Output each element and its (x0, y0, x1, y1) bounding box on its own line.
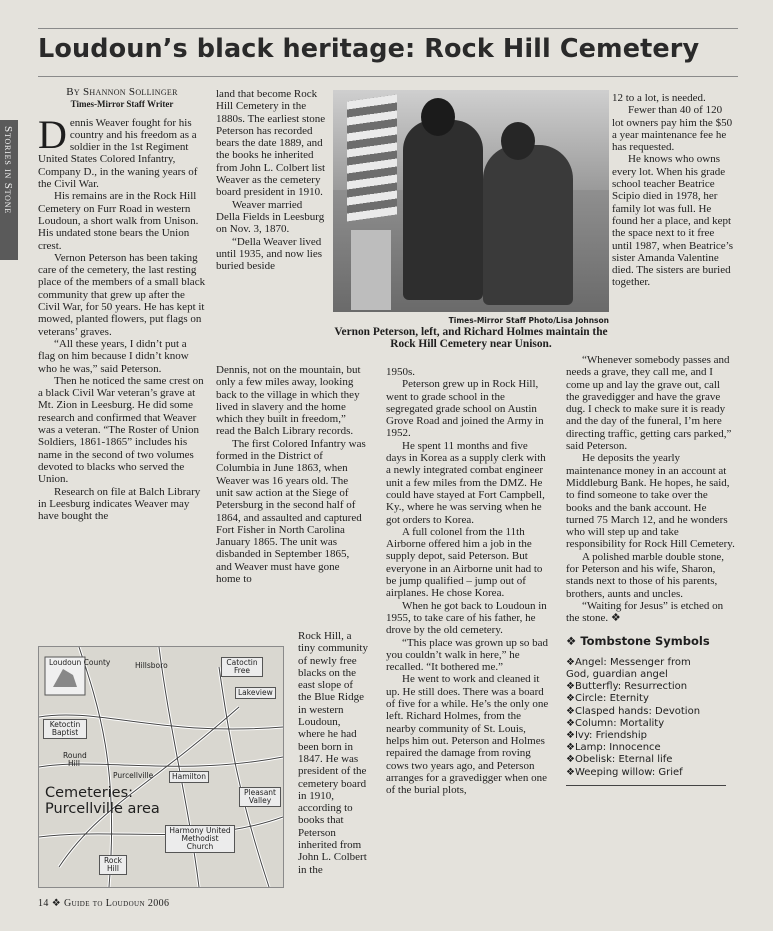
tombstone-symbol-item: ❖Ivy: Friendship (566, 730, 647, 742)
paragraph: The first Colored Infantry was formed in the District of Columbia in June 1863, when Weaver was 16 years old. The unit saw action at the Siege of Petersburg in the second half of 1864, and assaulted and captured Fort Fisher in North Carolina January 1865. The unit was disbanded in September 1865, and Weaver must have gone home to (216, 437, 366, 586)
tombstone-symbol-item: ❖Obelisk: Eternal life (566, 754, 673, 766)
tombstone-symbol-item: God, guardian angel (566, 669, 668, 681)
map-label-loudoun-county: Loudoun County (49, 658, 111, 667)
person-head (421, 98, 455, 136)
map-label-lakeview: Lakeview (235, 687, 276, 699)
map-label-rock-hill: Rock Hill (99, 855, 127, 875)
paragraph (38, 111, 206, 191)
section-side-tab (0, 120, 18, 260)
paragraph: “Waiting for Jesus” is etched on the stone. ❖ (566, 599, 724, 625)
tombstone-rule (566, 785, 726, 786)
column-3 (386, 366, 550, 796)
paragraph: He knows who owns every lot. When his grade school teacher Beatrice Scipio died in 1978, her family lot was full. He found her a place, and kept the space next to it free until 1987, when Beatrice’s sister Amanda Valentine died. The sisters are buried together. (612, 153, 733, 289)
byline (38, 86, 206, 111)
tombstone-symbols-list (566, 657, 736, 779)
top-rule (38, 28, 738, 29)
column-2-upper (216, 88, 328, 272)
paragraph: 12 to a lot, is needed. (612, 92, 706, 104)
paragraph: Vernon Peterson has been taking care of the cemetery, the last resting place of the members of a small black community that grew up after the Civil War, for 50 years. He has kept it mowed, planted flowers, put flags on veterans’ graves. (38, 251, 206, 338)
column-4-lower (566, 354, 736, 786)
map-title-line-1: Cemeteries: (45, 785, 134, 801)
author-role: Times-Mirror Staff Writer (70, 99, 174, 110)
column-4-upper (612, 92, 734, 289)
tombstone-shape (351, 230, 391, 310)
paragraph: Dennis, not on the mountain, but only a few miles away, looking back to the village in which they lived in slavery and the home which they built in freedom,” read the Balch Library records. (216, 364, 361, 438)
paragraph: He deposits the yearly maintenance money in an account at Middleburg Bank. He hopes, he said, to find someone to take over the books and the bank account. He turned 75 March 12, and he wonders who will step up and take responsibility for Rock Hill Cemetery. (566, 452, 735, 551)
map-title (45, 785, 160, 817)
paragraph: A full colonel from the 11th Airborne offered him a job in the supply depot, said Peterson. But everyone in an Airborne unit had to be jump qualified – jump out of airplanes. He chose Korea. (386, 525, 543, 600)
side-tab-label: Stories in Stone (2, 126, 14, 215)
paragraph: “Whenever somebody passes and needs a grave, they call me, and I come up and lay the grave out, call the gravedigger and have the grave dug. I check to make sure it is ready and the day of the funeral, I’m here directing traffic, getting cars parked,” said Peterson. (566, 354, 732, 453)
paragraph: A polished marble double stone, for Peterson and his wife, Sharon, stands next to those of his parents, brothers, aunts and uncles. (566, 550, 725, 600)
author-name: By Shannon Sollinger (66, 86, 178, 98)
drop-cap: D (38, 111, 67, 157)
column-2-beside-map (298, 630, 368, 876)
tombstone-symbols-heading: ❖ Tombstone Symbols (566, 633, 710, 648)
map-label-harmony-church: Harmony United Methodist Church (165, 825, 235, 853)
map-title-line-2: Purcellville area (45, 801, 160, 817)
paragraph: Fewer than 40 of 120 lot owners pay him the $50 a year maintenance fee he has requested. (612, 104, 733, 154)
page-footer: 14 ❖ Guide to Loudoun 2006 (38, 898, 170, 909)
tombstone-symbol-item: ❖Butterfly: Resurrection (566, 681, 688, 693)
paragraph: When he got back to Loudoun in 1955, to take care of his father, he drove by the old cemetery. (386, 599, 547, 637)
paragraph: He went to work and cleaned it up. He still does. There was a board of five for a while. He’s the only one left. Richard Holmes, from the nearby community of St. Louis, helps him out. Peterson and Holmes repaired the damage from roving cows two years ago, and Peterson arranges for a gravedigger when one of the burial plots, (386, 673, 549, 797)
map-label-ketoctin-baptist: Ketoctin Baptist (43, 719, 87, 739)
person-vernon-peterson (403, 120, 483, 300)
cemetery-photo (333, 90, 609, 312)
tombstone-symbol-item: ❖Angel: Messenger from (566, 656, 691, 668)
paragraph: 1950s. (386, 366, 416, 378)
map-label-pleasant-valley: Pleasant Valley (239, 787, 281, 807)
paragraph-text: ennis Weaver fought for his country and his freedom as a soldier in the 1st Regiment United States Colored Infantry, Company D., in the waning years of the Civil War. (38, 116, 198, 191)
photo-credit: Times-Mirror Staff Photo/Lisa Johnson (448, 316, 609, 325)
tombstone-symbol-item: ❖Clasped hands: Devotion (566, 705, 701, 717)
column-1 (38, 86, 206, 522)
paragraph: “This place was grown up so bad you couldn’t walk in here,” he recalled. “It bothered me.” (386, 636, 549, 674)
paragraph: Weaver married Della Fields in Leesburg on Nov. 3, 1870. (216, 198, 325, 236)
paragraph: He spent 11 months and five days in Korea as a supply clerk with a newly integrated combat engineer unit a few miles from the DMZ. He could have stayed at Fort Campbell, Ky., where he was serving when he got orders to Korea. (386, 439, 546, 526)
person-head (501, 122, 535, 160)
paragraph: Rock Hill, a tiny community of newly free blacks on the east slope of the Blue Ridge in western Loudoun, where he had been born in 1847. He was president of the cemetery board in 1910, according to books that Peterson inherited from John L. Colbert in the (298, 630, 368, 876)
map-label-purcellville: Purcellville (113, 771, 154, 780)
paragraph: “Della Weaver lived until 1935, and now lies buried beside (216, 235, 323, 273)
paragraph: land that become Rock Hill Cemetery in the 1880s. The earliest stone Peterson has recorded bears the date 1889, and the books he inherited from John L. Colbert list Weaver as the cemetery board president in 1910. (216, 88, 326, 199)
paragraph: Then he noticed the same crest on a black Civil War veteran’s grave at Mt. Zion in Leesburg. He did some research and confirmed that Weaver was a veteran. “The Roster of Union Soldiers, 1861-1865” includes his name in the second of two volumes devoted to blacks who served the Union. (38, 374, 204, 486)
paragraph: Research on file at Balch Library in Leesburg indicates Weaver may have bought the (38, 485, 201, 523)
tombstone-symbol-item: ❖Circle: Eternity (566, 693, 649, 705)
person-richard-holmes (483, 145, 573, 305)
paragraph: Peterson grew up in Rock Hill, went to grade school in the segregated grade school on Austin Grove Road and joined the Army in 1952. (386, 378, 544, 440)
purcellville-cemeteries-map (38, 646, 284, 888)
paragraph: His remains are in the Rock Hill Cemetery on Furr Road in western Loudoun, a short walk from Unison. His undated stone bears the Union crest. (38, 190, 199, 252)
map-label-hillsboro: Hillsboro (135, 661, 168, 670)
tombstone-symbol-item: ❖Lamp: Innocence (566, 742, 661, 754)
title-rule (38, 76, 738, 77)
american-flag-icon (347, 94, 397, 221)
tombstone-symbol-item: ❖Column: Mortality (566, 717, 665, 729)
map-label-hamilton: Hamilton (169, 771, 209, 783)
map-label-catoctin-free: Catoctin Free (221, 657, 263, 677)
column-2-lower (216, 364, 366, 585)
paragraph: “All these years, I didn’t put a flag on him because I didn’t know who he was,” said Peterson. (38, 337, 189, 375)
article-title: Loudoun’s black heritage: Rock Hill Cemetery (38, 34, 700, 64)
map-label-round-hill: Round Hill (63, 751, 87, 768)
tombstone-symbol-item: ❖Weeping willow: Grief (566, 766, 683, 778)
photo-caption: Vernon Peterson, left, and Richard Holmes maintain the Rock Hill Cemetery near Unison. (334, 326, 608, 350)
